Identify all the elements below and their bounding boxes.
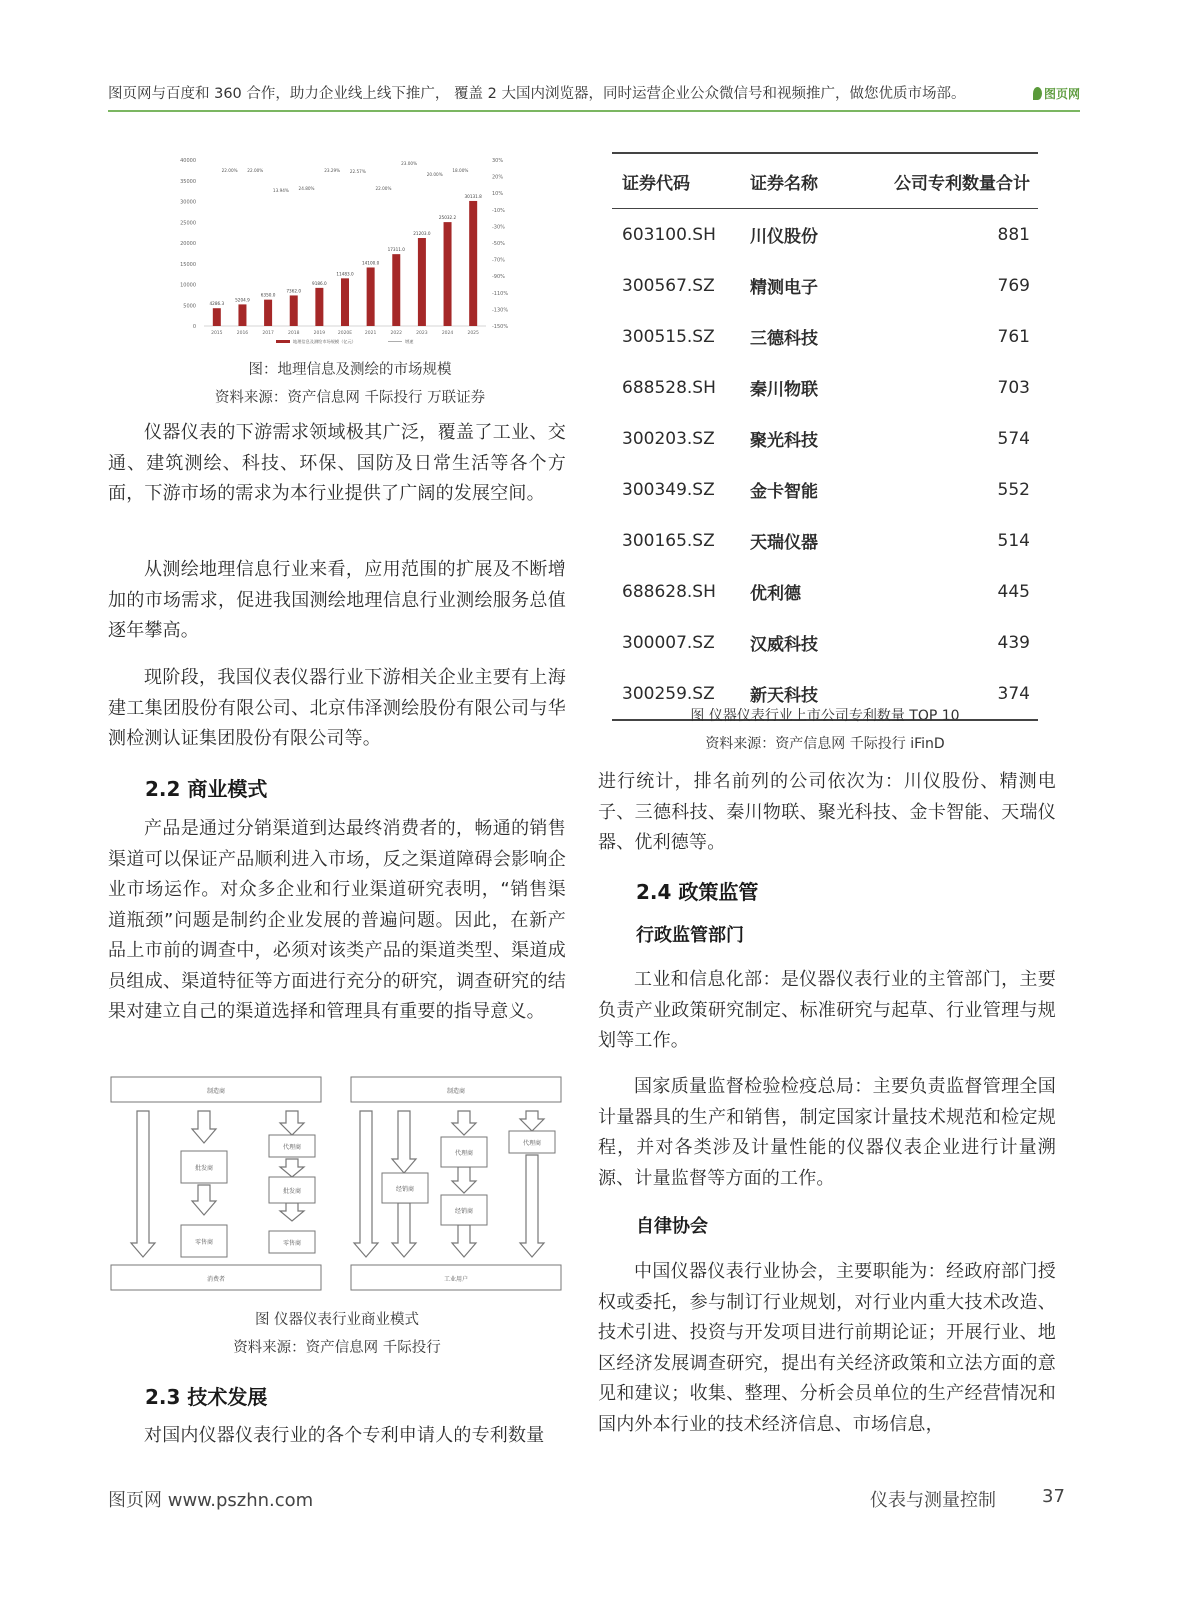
diagram-box-label: 零售商 [194, 1239, 214, 1246]
footer-journal: 仪表与测量控制 [870, 1490, 996, 1511]
diagram-box-label: 经销商 [454, 1208, 474, 1215]
x-tick-label: 2023 [416, 331, 428, 336]
growth-label: 18.00% [452, 168, 469, 173]
growth-label: 24.80% [298, 186, 315, 191]
table-caption: 图 仪器仪表行业上市公司专利数量 TOP 10 [690, 708, 960, 724]
chart-source: 资料来源：资产信息网 千际投行 万联证券 [214, 390, 486, 406]
cell-code: 300349.SZ [622, 479, 715, 500]
diagram-box-label: 代理商 [522, 1140, 542, 1147]
bar-value-label: 30131.8 [464, 193, 482, 199]
cell-code: 300515.SZ [622, 326, 715, 347]
diagram-right-bottom-label: 工业用户 [443, 1276, 469, 1283]
cell-name: 优利德 [750, 584, 801, 604]
heading-admin-department: 行政监管部门 [636, 925, 744, 946]
y-tick-label: 10000 [180, 282, 196, 289]
table-row [612, 260, 1038, 311]
y2-tick-label: -50% [492, 241, 505, 247]
cell-name: 新天科技 [749, 668, 871, 720]
x-tick-label: 2022 [390, 331, 402, 336]
y2-tick-label: 10% [492, 191, 504, 198]
x-tick-label: 2021 [364, 331, 377, 336]
bar-value-label: 7362.0 [286, 288, 302, 294]
patent-table [612, 152, 1038, 721]
table-row [612, 617, 1038, 668]
cell-name: 天瑞仪器 [750, 533, 818, 553]
growth-label: 23.29% [324, 168, 341, 173]
y2-tick-label: -130% [492, 307, 509, 314]
bar-2019 [315, 288, 323, 326]
heading-tech-development: 2.3 技术发展 [145, 1385, 268, 1409]
growth-label: 22.00% [247, 168, 264, 173]
y2-tick-label: 30% [492, 158, 504, 164]
y-tick-label: 5000 [183, 303, 196, 310]
paragraph-miit: 工业和信息化部：是仪器仪表行业的主管部门，主要负责产业政策研究制定、标准研究与起草、行业管理与规划等工作。 [598, 969, 1056, 1051]
cell-name: 川仪股份 [750, 227, 818, 247]
cell-code: 688628.SH [622, 581, 716, 602]
heading-policy: 2.4 政策监管 [636, 880, 759, 904]
cell-code: 688528.SH [622, 377, 716, 398]
paragraph-top-companies: 进行统计，排名前列的公司依次为：川仪股份、精测电子、三德科技、秦川物联、聚光科技、金卡智能、天瑞仪器、优利德等。 [598, 771, 1056, 853]
growth-label: 22.00% [375, 186, 392, 191]
cell-code: 300203.SZ [622, 428, 715, 449]
diagram-box-label: 代理商 [282, 1144, 302, 1151]
bar-2020E [341, 278, 349, 326]
paragraph-downstream: 仪器仪表的下游需求领域极其广泛，覆盖了工业、交通、建筑测绘、科技、环保、国防及日常生活等各个方面，下游市场的需求为本行业提供了广阔的发展空间。 [108, 422, 566, 504]
header-banner-text: 图页网与百度和 360 合作，助力企业线上线下推广， 覆盖 2 大国内浏览器，同时运营企业公众微信号和视频推广，做您优质市场部。 [108, 86, 966, 102]
bar-2016 [238, 304, 246, 326]
header-banner [108, 84, 1080, 112]
cell-name: 汉威科技 [750, 635, 818, 655]
cell-patents: 574 [997, 428, 1030, 449]
paragraph-association: 中国仪器仪表行业协会，主要职能为：经政府部门授权或委托，参与制订行业规划，对行业内重大技术改造、技术引进、投资与开发项目进行前期论证；开展行业、地区经济发展调查研究，提出有关经济政策和立法方面的意见和建议；收集、整理、分析会员单位的生产经营情况和国内外本行业的技术经济信息、市场信息， [598, 1261, 1056, 1435]
bar-2025 [469, 201, 477, 326]
market-size-chart [170, 152, 520, 352]
y2-tick-label: -30% [492, 224, 505, 231]
x-tick-label: 2020E [337, 331, 353, 336]
business-model-diagram [110, 1075, 565, 1295]
paragraph-patents-intro: 对国内仪器仪表行业的各个专利申请人的专利数量 [144, 1425, 545, 1446]
bar-value-label: 11483.0 [336, 271, 354, 277]
diagram-right-top-label: 制造商 [446, 1088, 466, 1095]
bar-2022 [392, 254, 400, 326]
cell-patents: 703 [997, 377, 1030, 398]
paragraph-surveying: 从测绘地理信息行业来看，应用范围的扩展及不断增加的市场需求，促进我国测绘地理信息行业测绘服务总值逐年攀高。 [108, 559, 566, 641]
bar-value-label: 21203.0 [413, 231, 431, 237]
bar-value-label: 6350.0 [260, 292, 276, 298]
y2-tick-label: -70% [492, 257, 505, 264]
x-tick-label: 2025 [467, 331, 479, 336]
y-tick-label: 20000 [180, 241, 196, 247]
y-tick-label: 35000 [180, 178, 196, 185]
table-row [612, 566, 1038, 617]
cell-name: 聚光科技 [750, 431, 818, 451]
diagram-box-label: 批发商 [282, 1188, 302, 1195]
diagram-left-top-label: 制造商 [206, 1088, 226, 1095]
leaf-icon [1033, 87, 1042, 100]
bar-2024 [444, 222, 452, 326]
cell-code: 300567.SZ [622, 275, 715, 296]
diagram-source: 资料来源：资产信息网 千际投行 [233, 1340, 441, 1356]
chart-caption: 图：地理信息及测绘的市场规模 [248, 362, 452, 378]
bar-2021 [367, 267, 375, 326]
footer-site[interactable]: 图页网 www.pszhn.com [108, 1490, 314, 1511]
table-row [612, 413, 1038, 464]
y2-tick-label: -90% [492, 274, 505, 281]
bar-value-label: 5204.9 [235, 297, 250, 303]
bar-2018 [290, 295, 298, 326]
cell-patents: 374 [871, 668, 1038, 720]
diagram-left-bottom-label: 消费者 [206, 1276, 226, 1283]
growth-label: 20.00% [426, 172, 443, 177]
x-tick-label: 2018 [288, 331, 300, 336]
diagram-box-label: 经销商 [395, 1186, 415, 1193]
col-header-code: 证券代码 [612, 153, 749, 209]
cell-patents: 769 [997, 275, 1030, 296]
diagram-box-label: 批发商 [194, 1165, 214, 1172]
cell-name: 精测电子 [750, 278, 818, 298]
site-logo[interactable] [1033, 84, 1080, 104]
diagram-caption: 图 仪器仪表行业商业模式 [254, 1312, 420, 1328]
table-source: 资料来源：资产信息网 千际投行 iFinD [705, 736, 945, 752]
y2-tick-label: -150% [492, 324, 509, 330]
y2-tick-label: 20% [492, 174, 504, 181]
legend-label-bar: 地理信息及测绘市场规模（亿元） [293, 339, 356, 344]
table-row [612, 515, 1038, 566]
growth-label: 23.00% [401, 161, 418, 166]
diagram-box-label: 代理商 [454, 1150, 474, 1157]
y-tick-label: 15000 [180, 261, 196, 268]
bar-value-label: 17311.0 [387, 247, 405, 253]
table-row [612, 209, 1038, 261]
bar-value-label: 25032.2 [438, 215, 457, 221]
cell-patents: 445 [997, 581, 1030, 602]
legend-swatch-bar [276, 340, 290, 343]
heading-self-regulation: 自律协会 [636, 1216, 708, 1237]
cell-name: 金卡智能 [750, 482, 818, 502]
table-row [612, 362, 1038, 413]
cell-patents: 439 [997, 632, 1030, 653]
table-row [612, 464, 1038, 515]
legend-label-line: 增速 [405, 339, 414, 344]
cell-code: 300007.SZ [622, 632, 715, 653]
bar-value-label: 9186.0 [312, 280, 327, 286]
bar-2023 [418, 238, 426, 326]
site-logo-text: 图页网 [1043, 87, 1080, 101]
diagram-box-label: 零售商 [282, 1240, 302, 1247]
y-tick-label: 0 [192, 324, 196, 330]
paragraph-channels: 产品是通过分销渠道到达最终消费者的，畅通的销售渠道可以保证产品顺利进入市场，反之渠道障碍会影响企业市场运作。对众多企业和行业渠道研究表明，“销售渠道瓶颈”问题是制约企业发展的普遍问题。因此，在新产品上市前的调查中，必须对该类产品的渠道类型、渠道成员组成、渠道特征等方面进行充分的研究，调查研究的结果对建立自己的渠道选择和管理具有重要的指导意义。 [108, 818, 566, 1022]
bar-2017 [264, 300, 272, 326]
paragraph-aqsiq: 国家质量监督检验检疫总局：主要负责监督管理全国计量器具的生产和销售，制定国家计量技术规范和检定规程，并对各类涉及计量性能的仪器仪表企业进行计量溯源、计量监督等方面的工作。 [598, 1076, 1056, 1189]
footer-page-number: 37 [1042, 1486, 1065, 1507]
y-tick-label: 25000 [180, 220, 196, 227]
table-header-row [612, 153, 1038, 209]
cell-code: 300259.SZ [612, 668, 749, 720]
x-tick-label: 2016 [236, 331, 249, 336]
y2-tick-label: -110% [492, 290, 509, 297]
cell-name: 三德科技 [750, 329, 818, 349]
cell-patents: 761 [997, 326, 1030, 347]
col-header-patents: 公司专利数量合计 [871, 153, 1038, 209]
x-tick-label: 2024 [441, 331, 454, 336]
y2-tick-label: -10% [492, 207, 505, 214]
cell-patents: 881 [997, 224, 1030, 245]
col-header-name: 证券名称 [749, 153, 871, 209]
bar-value-label: 14100.0 [361, 260, 380, 266]
y-tick-label: 30000 [180, 199, 196, 206]
growth-label: 13.94% [272, 188, 289, 193]
paragraph-companies: 现阶段，我国仪表仪器行业下游相关企业主要有上海建工集团股份有限公司、北京伟泽测绘股份有限公司与华测检测认证集团股份有限公司等。 [108, 667, 566, 749]
x-tick-label: 2017 [262, 331, 274, 336]
x-tick-label: 2019 [313, 331, 326, 336]
cell-name: 秦川物联 [750, 380, 818, 400]
x-tick-label: 2015 [211, 331, 223, 336]
heading-business-model: 2.2 商业模式 [145, 777, 268, 801]
y-tick-label: 40000 [180, 158, 196, 164]
bar-2015 [213, 308, 221, 326]
growth-label: 22.00% [221, 168, 238, 173]
cell-code: 603100.SH [622, 224, 716, 245]
table-row [612, 311, 1038, 362]
bar-value-label: 4286.3 [209, 301, 225, 307]
cell-patents: 514 [997, 530, 1030, 551]
cell-patents: 552 [997, 479, 1030, 500]
cell-code: 300165.SZ [622, 530, 715, 551]
growth-label: 22.57% [349, 169, 366, 174]
